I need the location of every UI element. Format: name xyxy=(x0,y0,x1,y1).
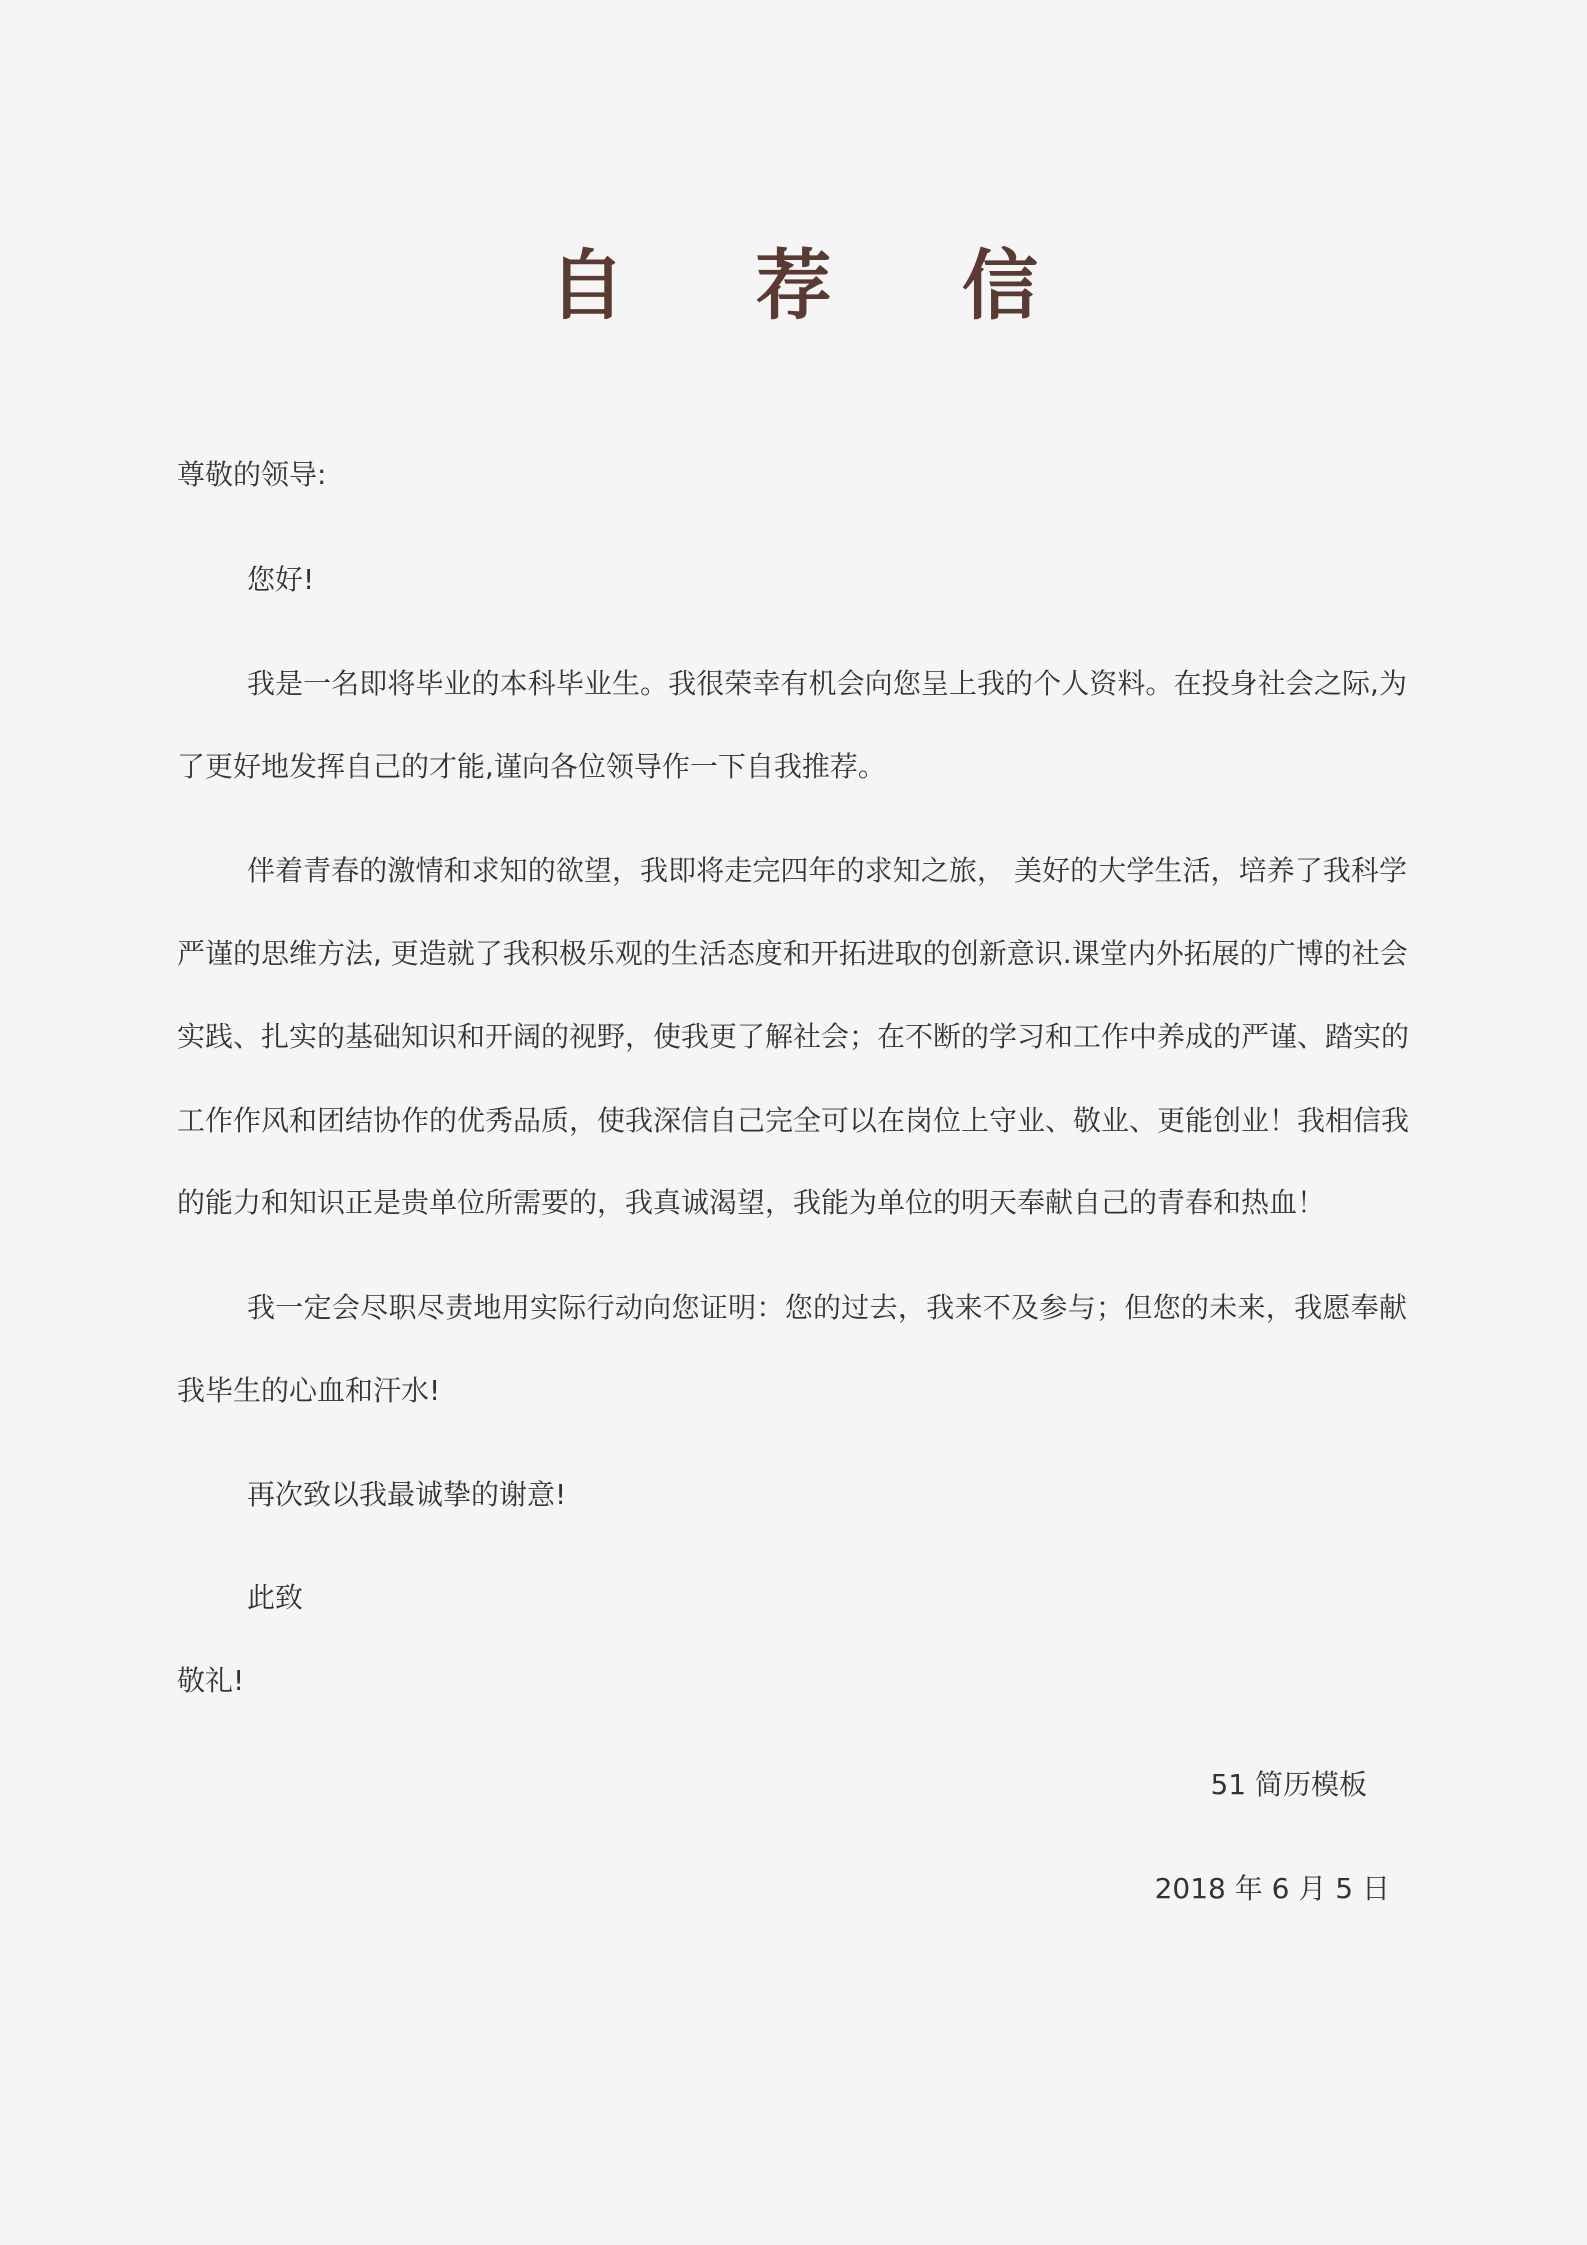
paragraph-1-line-2: 了更好地发挥自己的才能,谨向各位领导作一下自我推荐。 xyxy=(177,750,886,783)
paragraph-3-line-2: 我毕生的心血和汗水! xyxy=(177,1374,441,1407)
date: 2018 年 6 月 5 日 xyxy=(1154,1872,1390,1905)
paragraph-2-line-2: 严谨的思维方法, 更造就了我积极乐观的生活态度和开拓进取的创新意识.课堂内外拓展的广博的社会 xyxy=(177,937,1408,970)
paragraph-2-line-5: 的能力和知识正是贵单位所需要的，我真诚渴望，我能为单位的明天奉献自己的青春和热血！ xyxy=(177,1186,1326,1219)
paragraph-1-line-1: 我是一名即将毕业的本科毕业生。我很荣幸有机会向您呈上我的个人资料。在投身社会之际,为 xyxy=(247,667,1407,700)
signature: 51 简历模板 xyxy=(1210,1768,1367,1801)
greeting: 您好! xyxy=(247,563,315,596)
thanks-line: 再次致以我最诚挚的谢意! xyxy=(247,1478,567,1511)
page-title: 自 荐 信 xyxy=(549,241,1090,330)
paragraph-2-line-4: 工作作风和团结协作的优秀品质，使我深信自己完全可以在岗位上守业、敬业、更能创业！我相信我 xyxy=(177,1104,1410,1137)
paragraph-2-line-3: 实践、扎实的基础知识和开阔的视野，使我更了解社会；在不断的学习和工作中养成的严谨、踏实的 xyxy=(177,1020,1410,1053)
salutation: 尊敬的领导: xyxy=(177,458,327,491)
paragraph-3-line-1: 我一定会尽职尽责地用实际行动向您证明：您的过去，我来不及参与；但您的未来，我愿奉献 xyxy=(247,1291,1407,1324)
closing-cizhi: 此致 xyxy=(247,1581,304,1614)
closing-jingli: 敬礼! xyxy=(177,1664,245,1697)
paragraph-2-line-1: 伴着青春的激情和求知的欲望，我即将走完四年的求知之旅， 美好的大学生活，培养了我科学 xyxy=(247,854,1407,887)
